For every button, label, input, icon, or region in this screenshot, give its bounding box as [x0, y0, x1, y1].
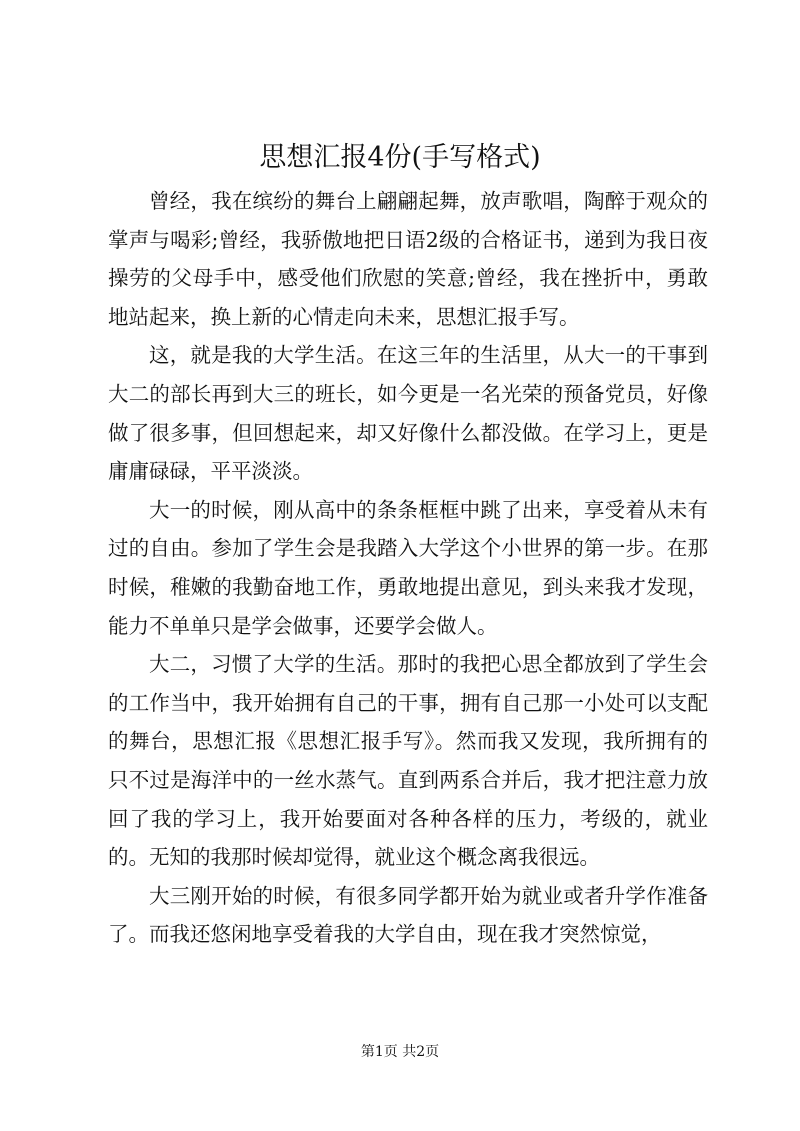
paragraph-4: 大二，习惯了大学的生活。那时的我把心思全都放到了学生会的工作当中，我开始拥有自己的干事，拥有自己那一小处可以支配的舞台，思想汇报《思想汇报手写》。然而我又发现，我所拥有的只不过是海洋中的一丝水蒸气。直到两系合并后，我才把注意力放回了我的学习上，我开始要面对各种各样的压力，考级的，就业的。无知的我那时候却觉得，就业这个概念离我很远。 [108, 652, 708, 870]
paragraph-3: 大一的时候，刚从高中的条条框框中跳了出来，享受着从未有过的自由。参加了学生会是我踏入大学这个小世界的第一步。在那时候，稚嫩的我勤奋地工作，勇敢地提出意见，到头来我才发现，能力不单单只是学会做事，还要学会做人。 [108, 497, 708, 638]
document-body [108, 182, 708, 954]
page-number-footer: 第1页 共2页 [360, 1044, 440, 1060]
paragraph-2: 这，就是我的大学生活。在这三年的生活里，从大一的干事到大二的部长再到大三的班长，如今更是一名光荣的预备党员，好像做了很多事，但回想起来，却又好像什么都没做。在学习上，更是庸庸碌碌，平平淡淡。 [108, 343, 708, 484]
document-title: 思想汇报4份(手写格式) [259, 142, 541, 173]
paragraph-1: 曾经，我在缤纷的舞台上翩翩起舞，放声歌唱，陶醉于观众的掌声与喝彩;曾经，我骄傲地把日语2级的合格证书，递到为我日夜操劳的父母手中，感受他们欣慰的笑意;曾经，我在挫折中，勇敢地站起来，换上新的心情走向未来，思想汇报手写。 [108, 189, 708, 329]
paragraph-5: 大三刚开始的时候，有很多同学都开始为就业或者升学作准备了。而我还悠闲地享受着我的大学自由，现在我才突然惊觉， [108, 883, 708, 947]
